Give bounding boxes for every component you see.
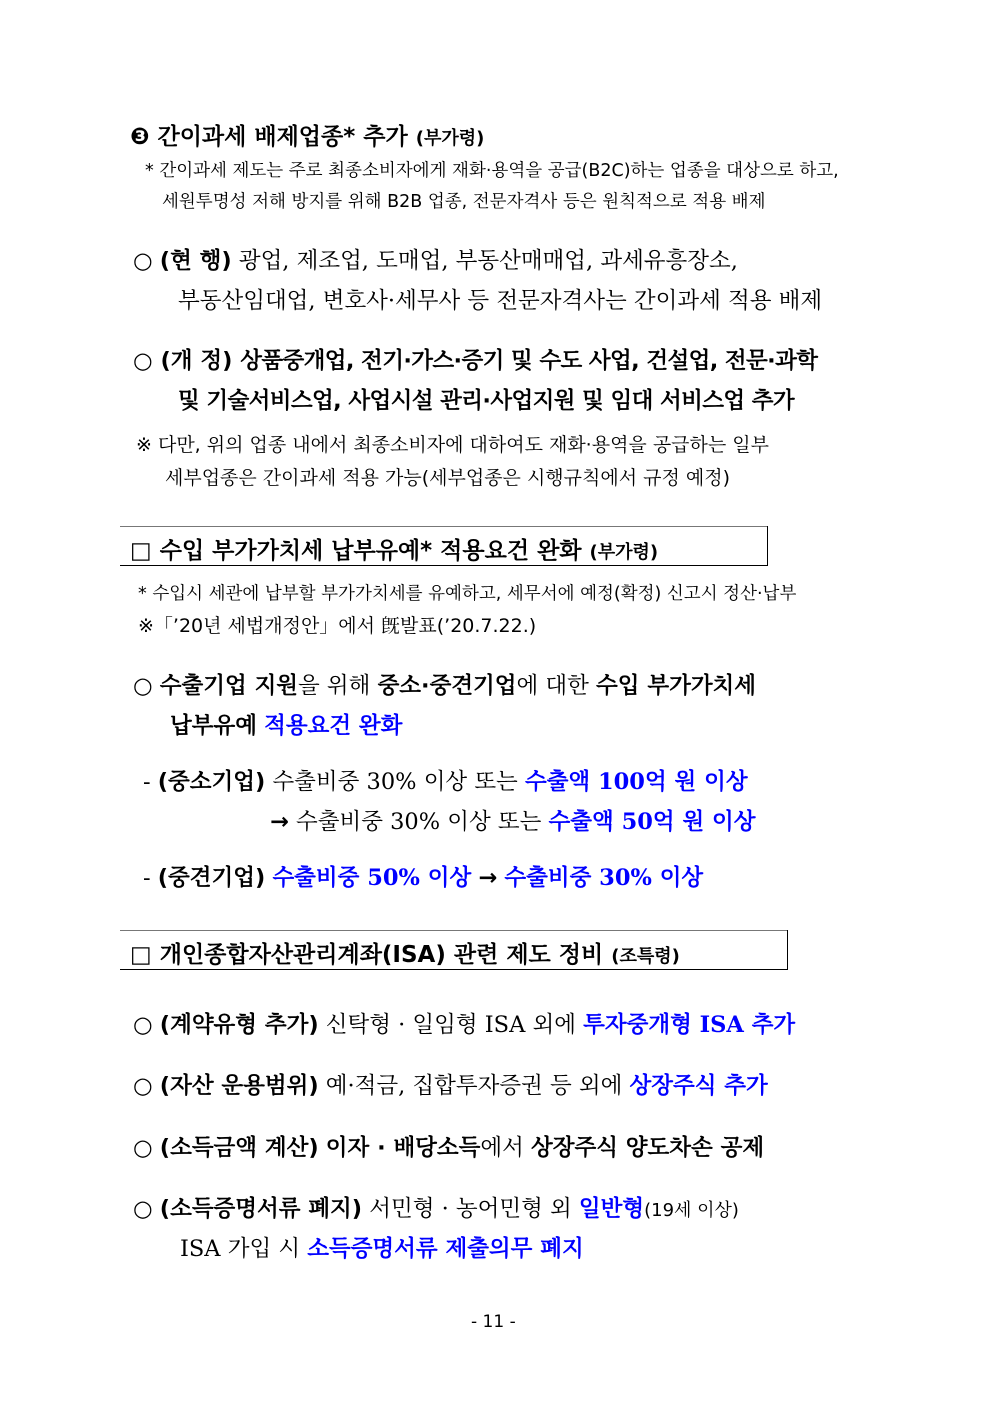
section1-reference-2: 세부업종은 간이과세 적용 가능(세부업종은 시행규칙에서 규정 예정) (165, 467, 730, 489)
sme-requirement-new: → 수출비중 30% 이상 또는 수출액 50억 원 이상 (270, 809, 756, 835)
section3-title: □ 개인종합자산관리계좌(ISA) 관련 제도 정비 (조특령) (130, 942, 680, 968)
current-rule-cont: 부동산임대업, 변호사·세무사 등 전문자격사는 간이과세 적용 배제 (178, 288, 823, 314)
revised-rule-cont: 및 기술서비스업, 사업시설 관리·사업지원 및 임대 서비스업 추가 (178, 388, 795, 414)
midsize-requirement: - (중견기업) 수출비중 50% 이상 → 수출비중 30% 이상 (143, 865, 704, 891)
section1-reference-1: ※ 다만, 위의 업종 내에서 최종소비자에 대하여도 재화·용역을 공급하는 일부 (136, 434, 769, 456)
isa-income-proof-cont: ISA 가입 시 소득증명서류 제출의무 폐지 (180, 1236, 584, 1262)
current-rule: ○ (현 행) 광업, 제조업, 도매업, 부동산매매업, 과세유흥장소, (133, 248, 738, 274)
isa-contract-type: ○ (계약유형 추가) 신탁형 · 일임형 ISA 외에 투자중개형 ISA 추가 (133, 1012, 796, 1038)
section2-point-cont: 납부유예 적용요건 완화 (170, 713, 403, 739)
isa-asset-scope: ○ (자산 운용범위) 예·적금, 집합투자증권 등 외에 상장주식 추가 (133, 1073, 768, 1099)
page-number: - 11 - (471, 1312, 516, 1332)
sme-requirement: - (중소기업) 수출비중 30% 이상 또는 수출액 100억 원 이상 (143, 769, 748, 795)
section1-title: ❸ 간이과세 배제업종* 추가 (부가령) (130, 124, 485, 150)
section1-note-1: * 간이과세 제도는 주로 최종소비자에게 재화·용역을 공급(B2C)하는 업종을 대상으로 하고, (145, 161, 839, 181)
section2-note-2: ※「’20년 세법개정안」에서 旣발표(’20.7.22.) (138, 615, 537, 637)
section2-note-1: * 수입시 세관에 납부할 부가가치세를 유예하고, 세무서에 예정(확정) 신고시 정산·납부 (138, 584, 797, 604)
isa-income-proof: ○ (소득증명서류 폐지) 서민형 · 농어민형 외 일반형(19세 이상) (133, 1196, 739, 1222)
revised-rule: ○ (개 정) 상품중개업, 전기·가스·증기 및 수도 사업, 건설업, 전문·과학 (133, 348, 818, 374)
section1-note-2: 세원투명성 저해 방지를 위해 B2B 업종, 전문자격사 등은 원칙적으로 적용 배제 (162, 192, 766, 212)
section2-title: □ 수입 부가가치세 납부유예* 적용요건 완화 (부가령) (130, 538, 659, 564)
isa-income-calc: ○ (소득금액 계산) 이자 · 배당소득에서 상장주식 양도차손 공제 (133, 1135, 765, 1161)
section2-point: ○ 수출기업 지원을 위해 중소·중견기업에 대한 수입 부가가치세 (133, 673, 757, 699)
